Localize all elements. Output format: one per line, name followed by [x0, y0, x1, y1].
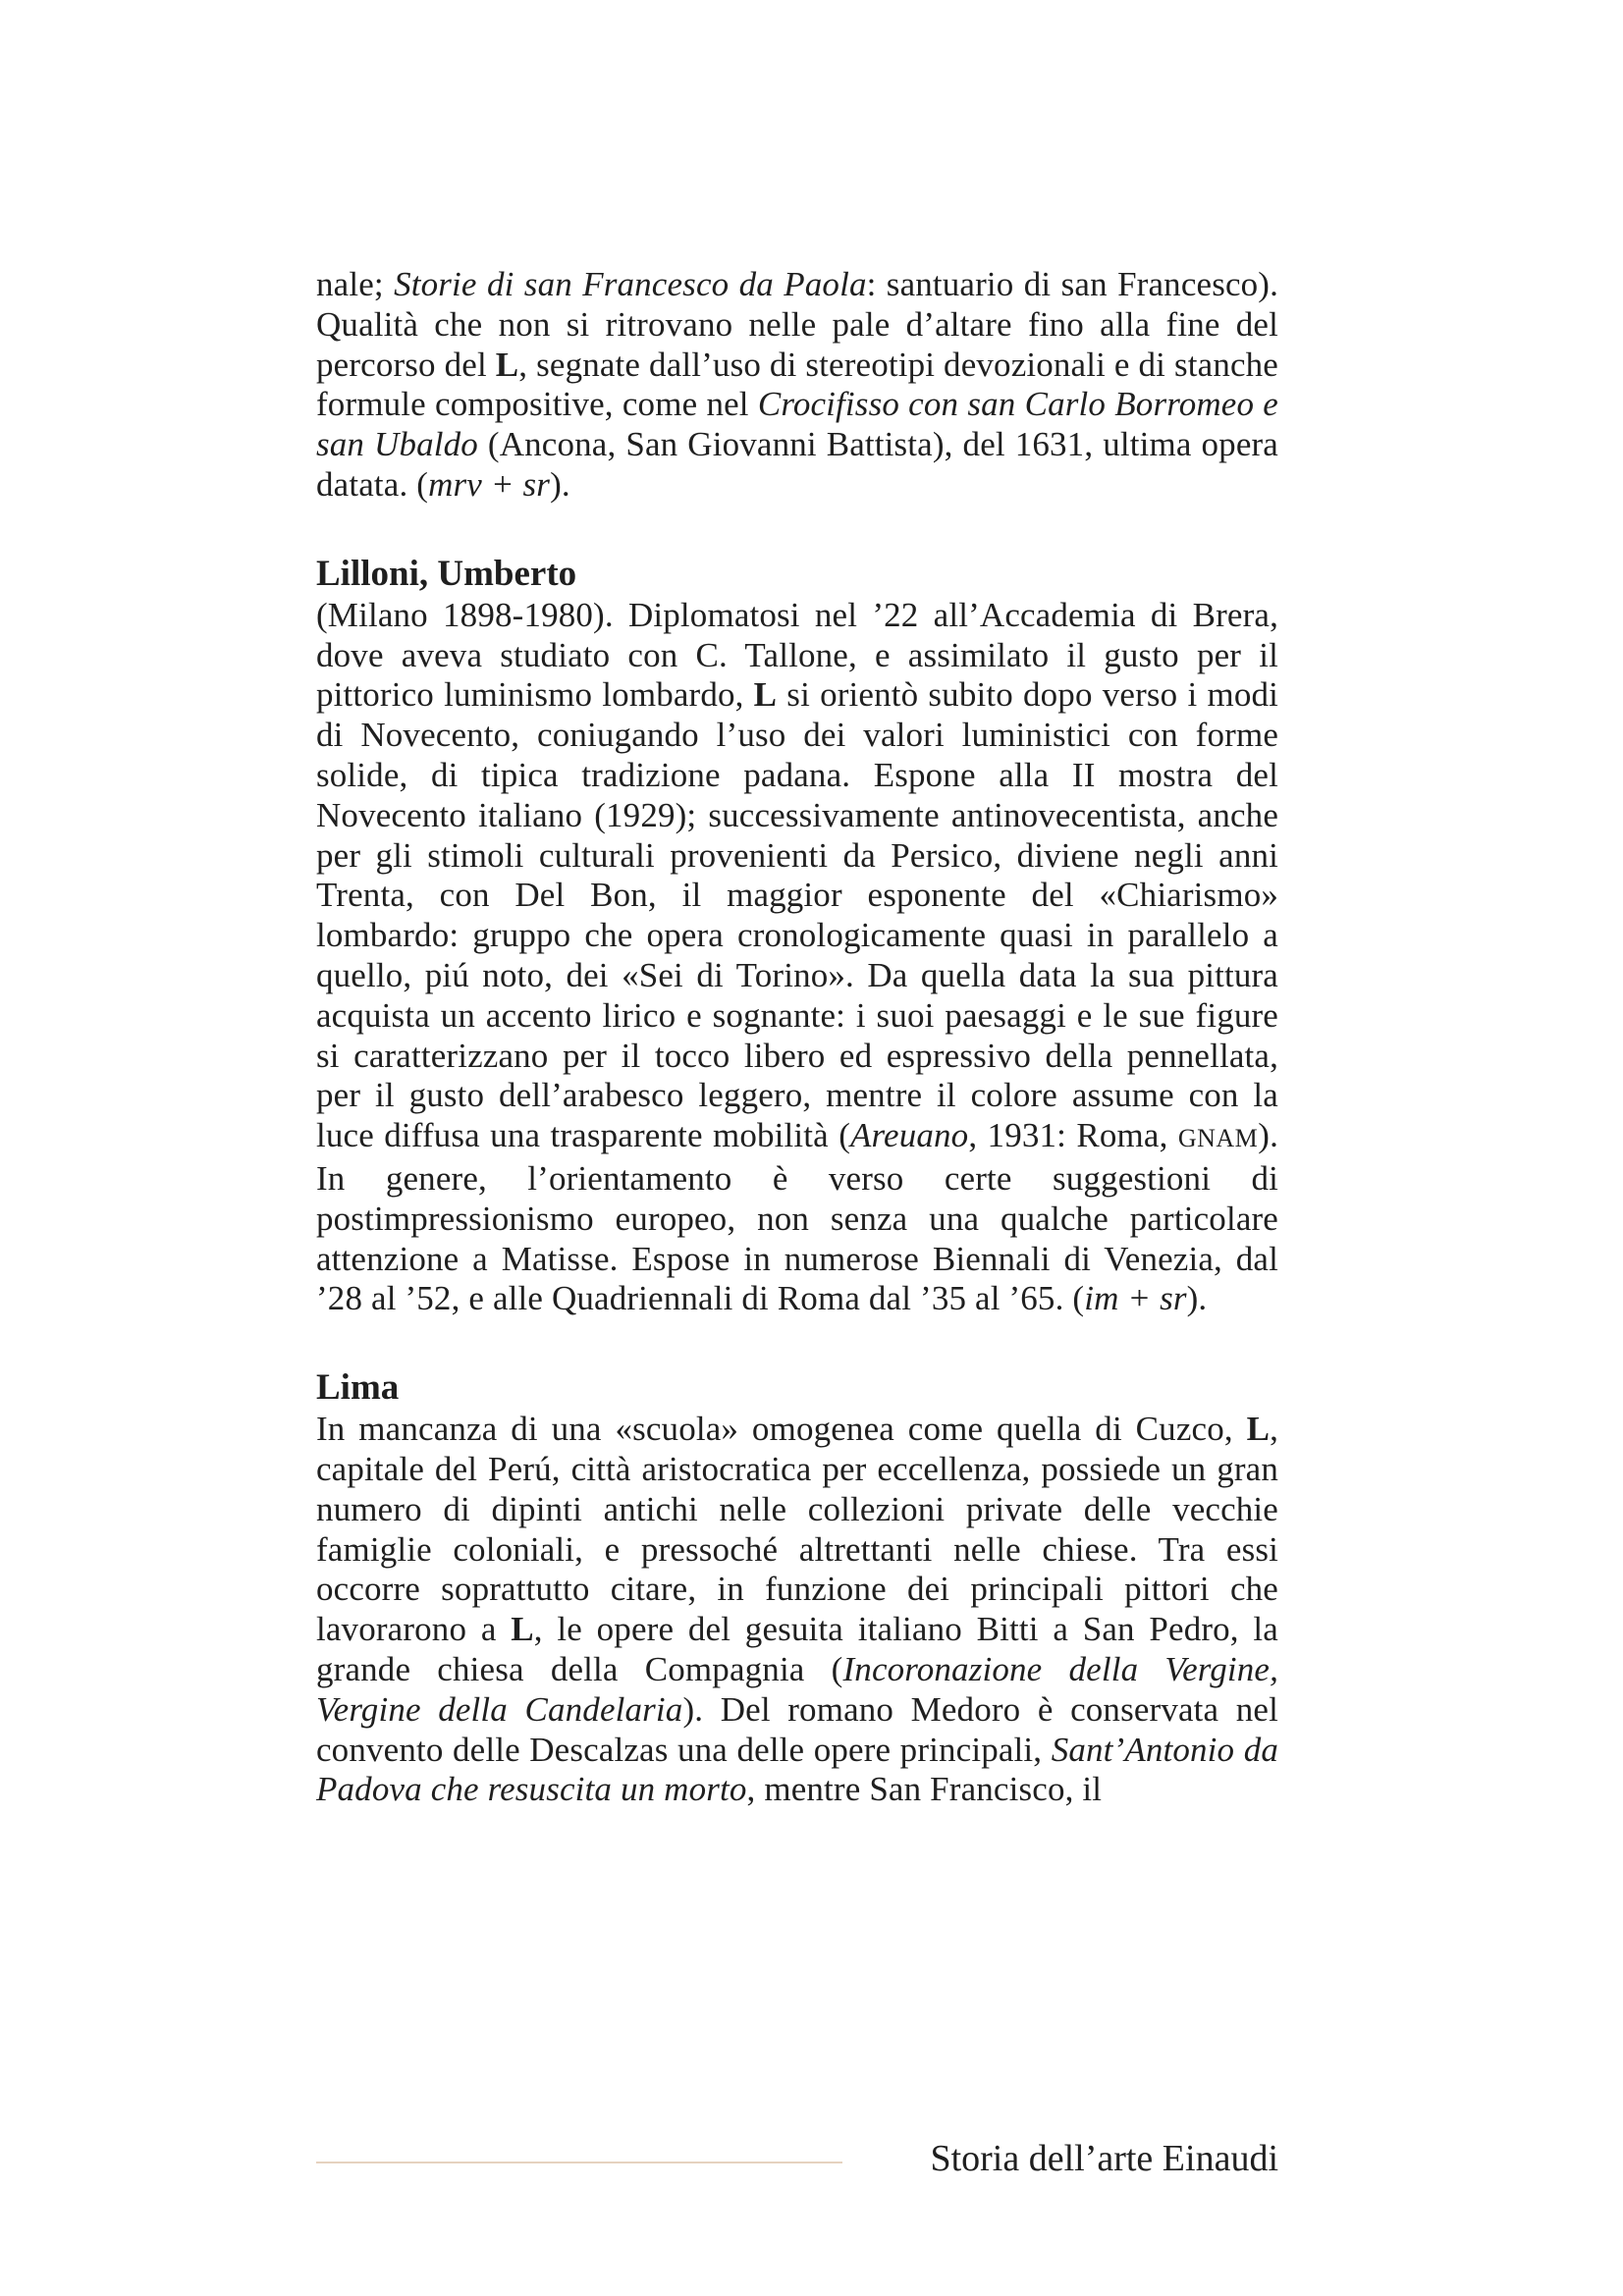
- continuation-paragraph: nale; Storie di san Francesco da Paola: santuario di san Francesco). Qualità che non si ritrovano nelle pale d’altare fino alla fine del percorso del L, segnate dall’uso di stereotipi devozionali e di stanche formule compositive, come nel Crocifisso con san Carlo Borromeo e san Ubaldo (Ancona, San Giovanni Battista), del 1631, ultima opera datata. (mrv + sr).: [316, 265, 1279, 504]
- artwork-title: Incoronazione della Vergine, Vergine della Candelaria: [316, 1649, 1278, 1729]
- entry-abbreviation: L: [753, 675, 778, 715]
- page-footer: [316, 2136, 1278, 2185]
- entry-abbreviation: L: [511, 1610, 534, 1649]
- entry-title-lilloni: Lilloni, Umberto: [316, 553, 577, 594]
- entry-body-lima: In mancanza di una «scuola» omogenea come quella di Cuzco, L, capitale del Perú, città aristocratica per eccellenza, possiede un gran numero di dipinti antichi nelle collezioni private delle vecchie famiglie coloniali, e pressoché altrettanti nelle chiese. Tra essi occorre soprattutto citare, in funzione dei principali pittori che lavorarono a L, le opere del gesuita italiano Bitti a San Pedro, la grande chiesa della Compagnia (Incoronazione della Vergine, Vergine della Candelaria). Del romano Medoro è conservata nel convento delle Descalzas una delle opere principali, Sant’Antonio da Padova che resuscita un morto, mentre San Francisco, il: [316, 1410, 1278, 1809]
- author-initials: im + sr: [1084, 1279, 1187, 1318]
- entry-body-lilloni: (Milano 1898-1980). Diplomatosi nel ’22 all’Accademia di Brera, dove aveva studiato con C. Tallone, e assimilato il gusto per il pittorico luminismo lombardo, L si orientò subito dopo verso i modi di Novecento, coniugando l’uso dei valori luministici con forme solide, di tipica tradizione padana. Espone alla II mostra del Novecento italiano (1929); successivamente antinovecentista, anche per gli stimoli culturali provenienti da Persico, diviene negli anni Trenta, con Del Bon, il maggior esponente del «Chiarismo» lombardo: gruppo che opera cronologicamente quasi in parallelo a quello, piú noto, dei «Sei di Torino». Da quella data la sua pittura acquista un accento lirico e sognante: i suoi paesaggi e le sue figure si caratterizzano per il tocco libero ed espressivo della pennellata, per il gusto dell’arabesco leggero, mentre il colore assume con la luce diffusa una trasparente mobilità (Areuano, 1931: Roma, GNAM). In genere, l’orientamento è verso certe suggestioni di postimpressionismo europeo, non senza una qualche particolare attenzione a Matisse. Espose in numerose Biennali di Venezia, dal ’28 al ’52, e alle Quadriennali di Roma dal ’35 al ’65. (im + sr).: [316, 595, 1278, 1318]
- page-content: [316, 265, 1278, 1810]
- museum-abbreviation: GNAM: [1177, 1124, 1259, 1153]
- artwork-title: Areuano: [850, 1116, 969, 1155]
- entry-abbreviation: L: [495, 345, 519, 384]
- entry-abbreviation: L: [1246, 1410, 1271, 1449]
- artwork-title: Crocifisso con san Carlo Borromeo e san Ubaldo: [316, 385, 1278, 464]
- author-initials: mrv + sr: [428, 464, 551, 504]
- artwork-title: Storie di san Francesco da Paola: [394, 265, 867, 303]
- entry-title-lima: Lima: [316, 1367, 400, 1409]
- artwork-title: Sant’Antonio da Padova che resuscita un morto: [316, 1730, 1278, 1809]
- footer-label: Storia dell’arte Einaudi: [930, 2138, 1278, 2179]
- footer-rule: [316, 2162, 842, 2163]
